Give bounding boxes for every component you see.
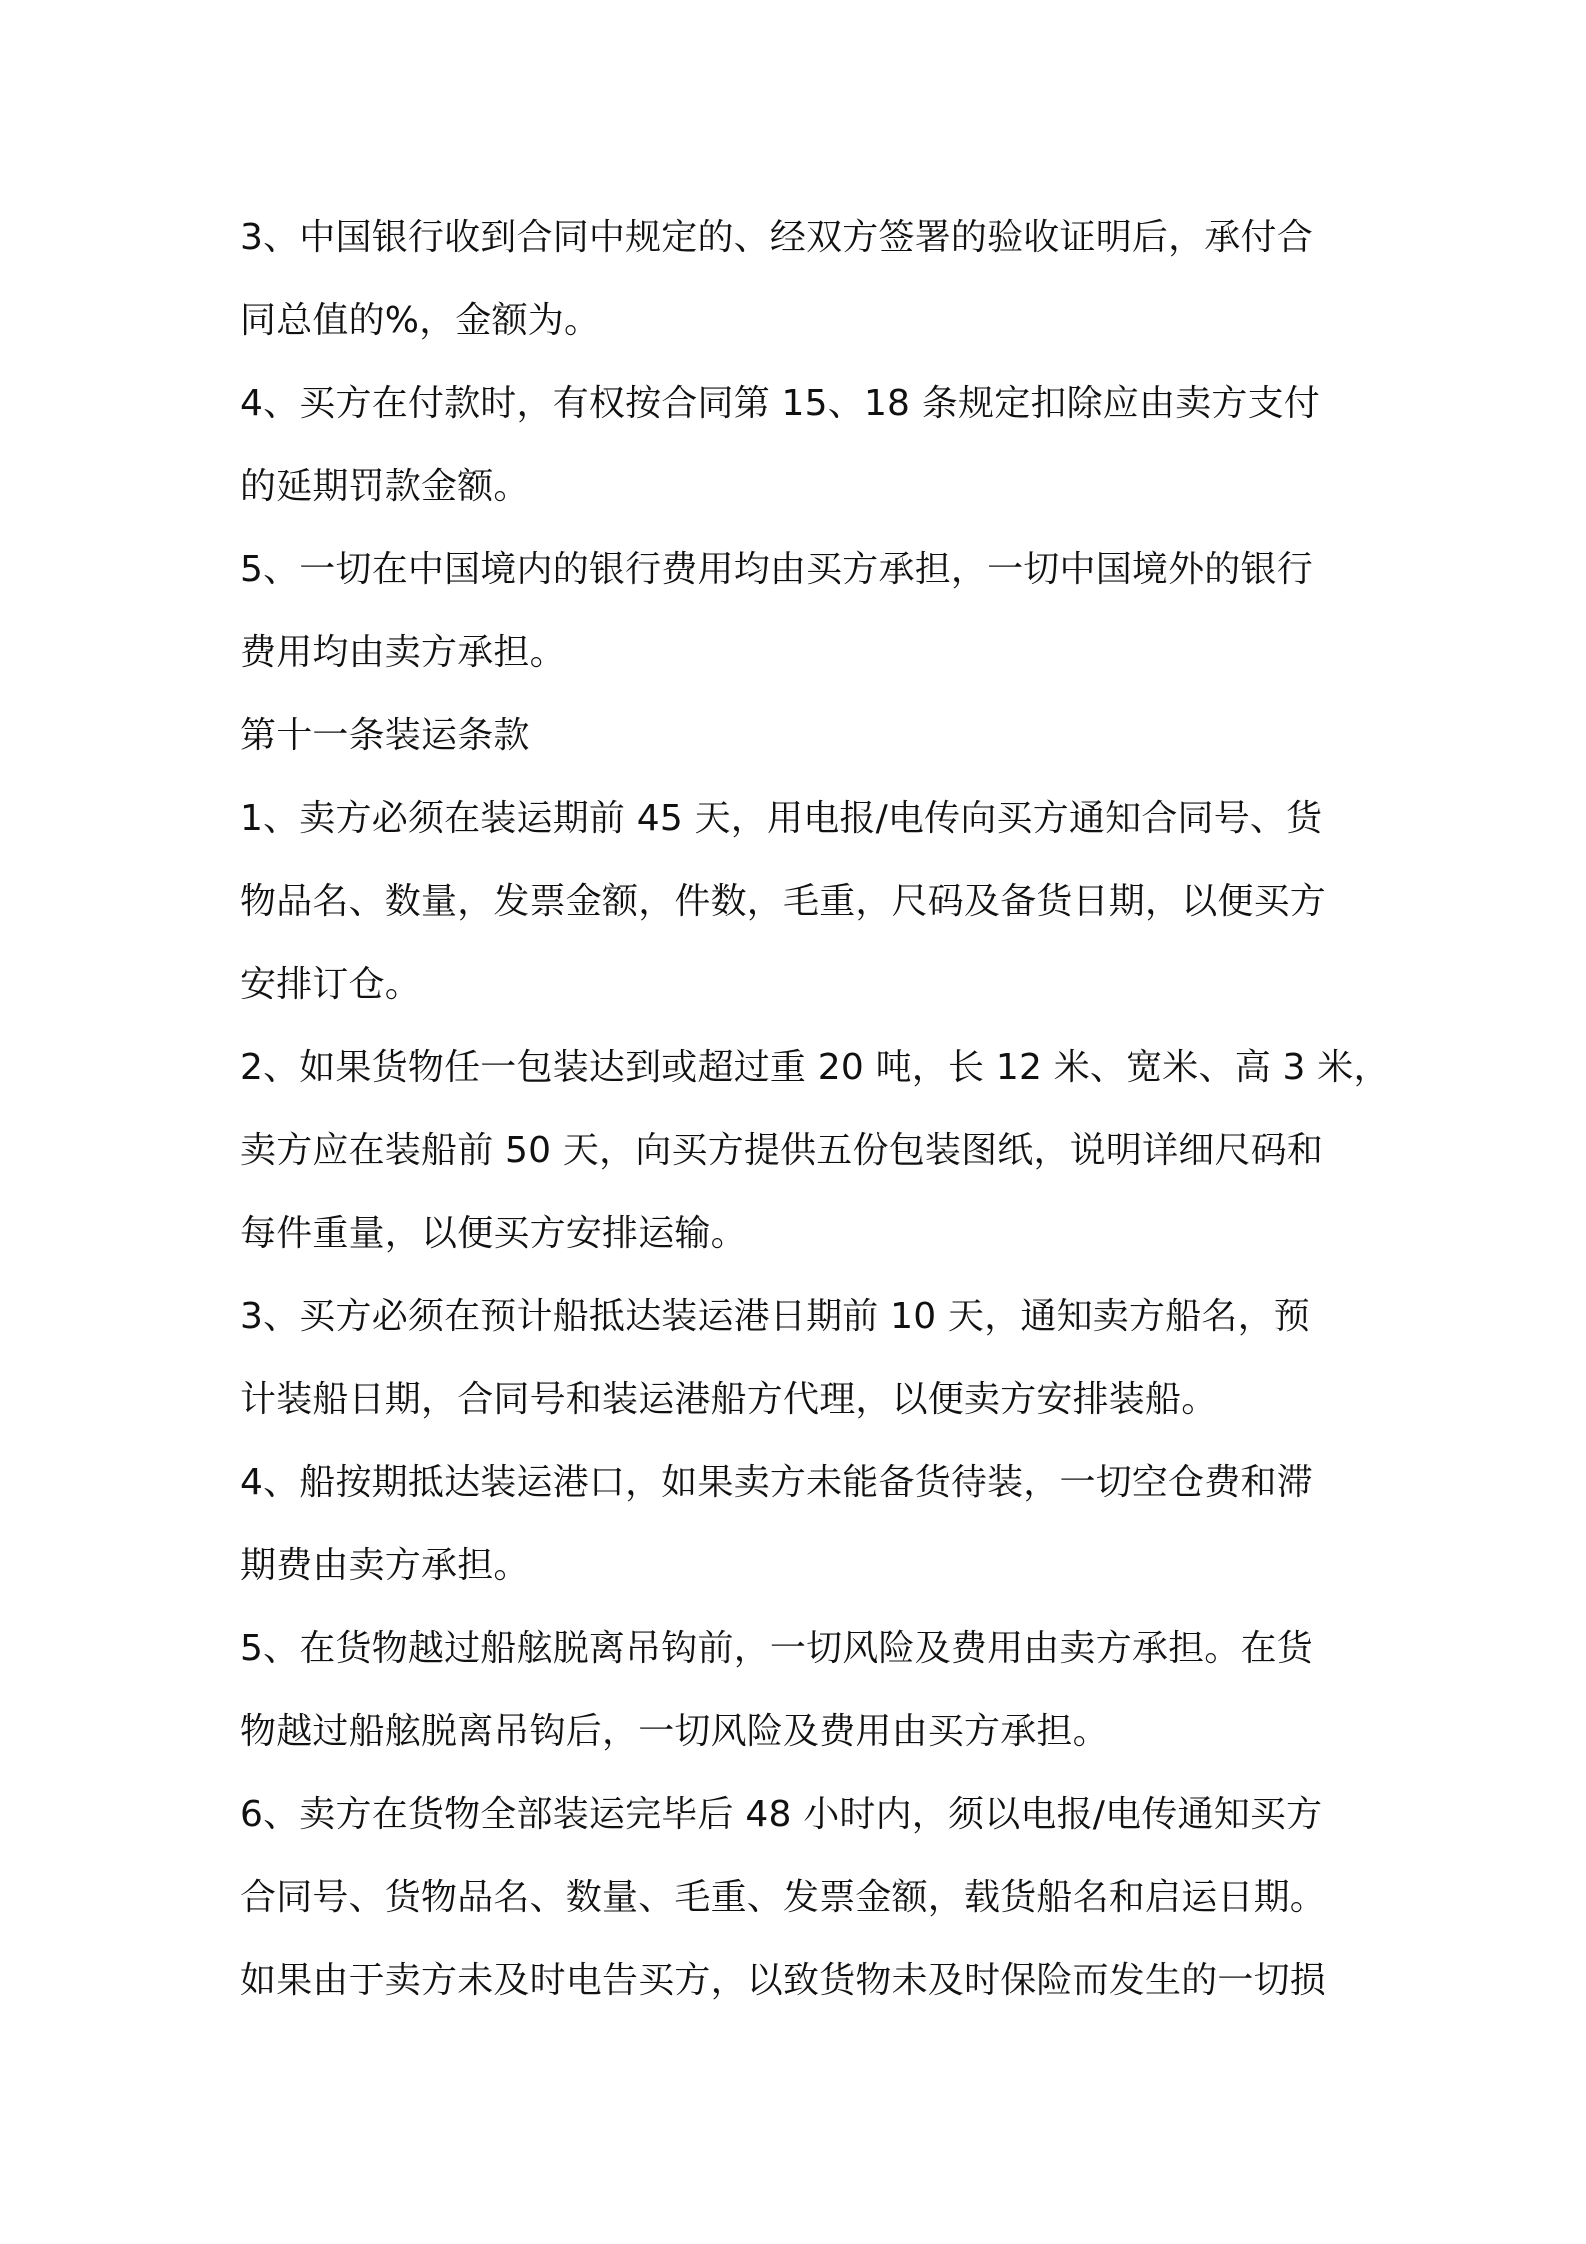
text-line: 卖方应在装船前 50 天，向买方提供五份包装图纸，说明详细尺码和 — [240, 1130, 1324, 1171]
text-line: 3、中国银行收到合同中规定的、经双方签署的验收证明后，承付合 — [240, 217, 1313, 258]
text-line: 4、买方在付款时，有权按合同第 15、18 条规定扣除应由卖方支付 — [240, 383, 1321, 424]
text-line: 每件重量，以便买方安排运输。 — [240, 1213, 747, 1254]
text-line: 2、如果货物任一包装达到或超过重 20 吨，长 12 米、宽米、高 3 米， — [240, 1047, 1390, 1088]
text-line: 5、一切在中国境内的银行费用均由买方承担，一切中国境外的银行 — [240, 549, 1313, 590]
text-line: 5、在货物越过船舷脱离吊钩前，一切风险及费用由卖方承担。在货 — [240, 1628, 1313, 1669]
text-line: 3、买方必须在预计船抵达装运港日期前 10 天，通知卖方船名，预 — [240, 1296, 1310, 1337]
text-line: 物品名、数量，发票金额，件数，毛重，尺码及备货日期，以便买方 — [240, 881, 1327, 922]
text-line: 6、卖方在货物全部装运完毕后 48 小时内，须以电报/电传通知买方 — [240, 1794, 1323, 1835]
text-line: 期费由卖方承担。 — [240, 1545, 530, 1586]
text-line: 计装船日期，合同号和装运港船方代理，以便卖方安排装船。 — [240, 1379, 1218, 1420]
text-line: 安排订仓。 — [240, 964, 422, 1005]
text-line: 同总值的%，金额为。 — [240, 300, 601, 341]
text-line: 物越过船舷脱离吊钩后，一切风险及费用由买方承担。 — [240, 1711, 1109, 1752]
text-line: 的延期罚款金额。 — [240, 466, 530, 507]
section-heading: 第十一条装运条款 — [240, 715, 530, 756]
text-line: 4、船按期抵达装运港口，如果卖方未能备货待装，一切空仓费和滞 — [240, 1462, 1313, 1503]
text-line: 1、卖方必须在装运期前 45 天，用电报/电传向买方通知合同号、货 — [240, 798, 1323, 839]
document-body — [240, 196, 1390, 2022]
text-line: 如果由于卖方未及时电告买方，以致货物未及时保险而发生的一切损 — [240, 1960, 1327, 2001]
text-line: 费用均由卖方承担。 — [240, 632, 566, 673]
text-line: 合同号、货物品名、数量、毛重、发票金额，载货船名和启运日期。 — [240, 1877, 1327, 1918]
